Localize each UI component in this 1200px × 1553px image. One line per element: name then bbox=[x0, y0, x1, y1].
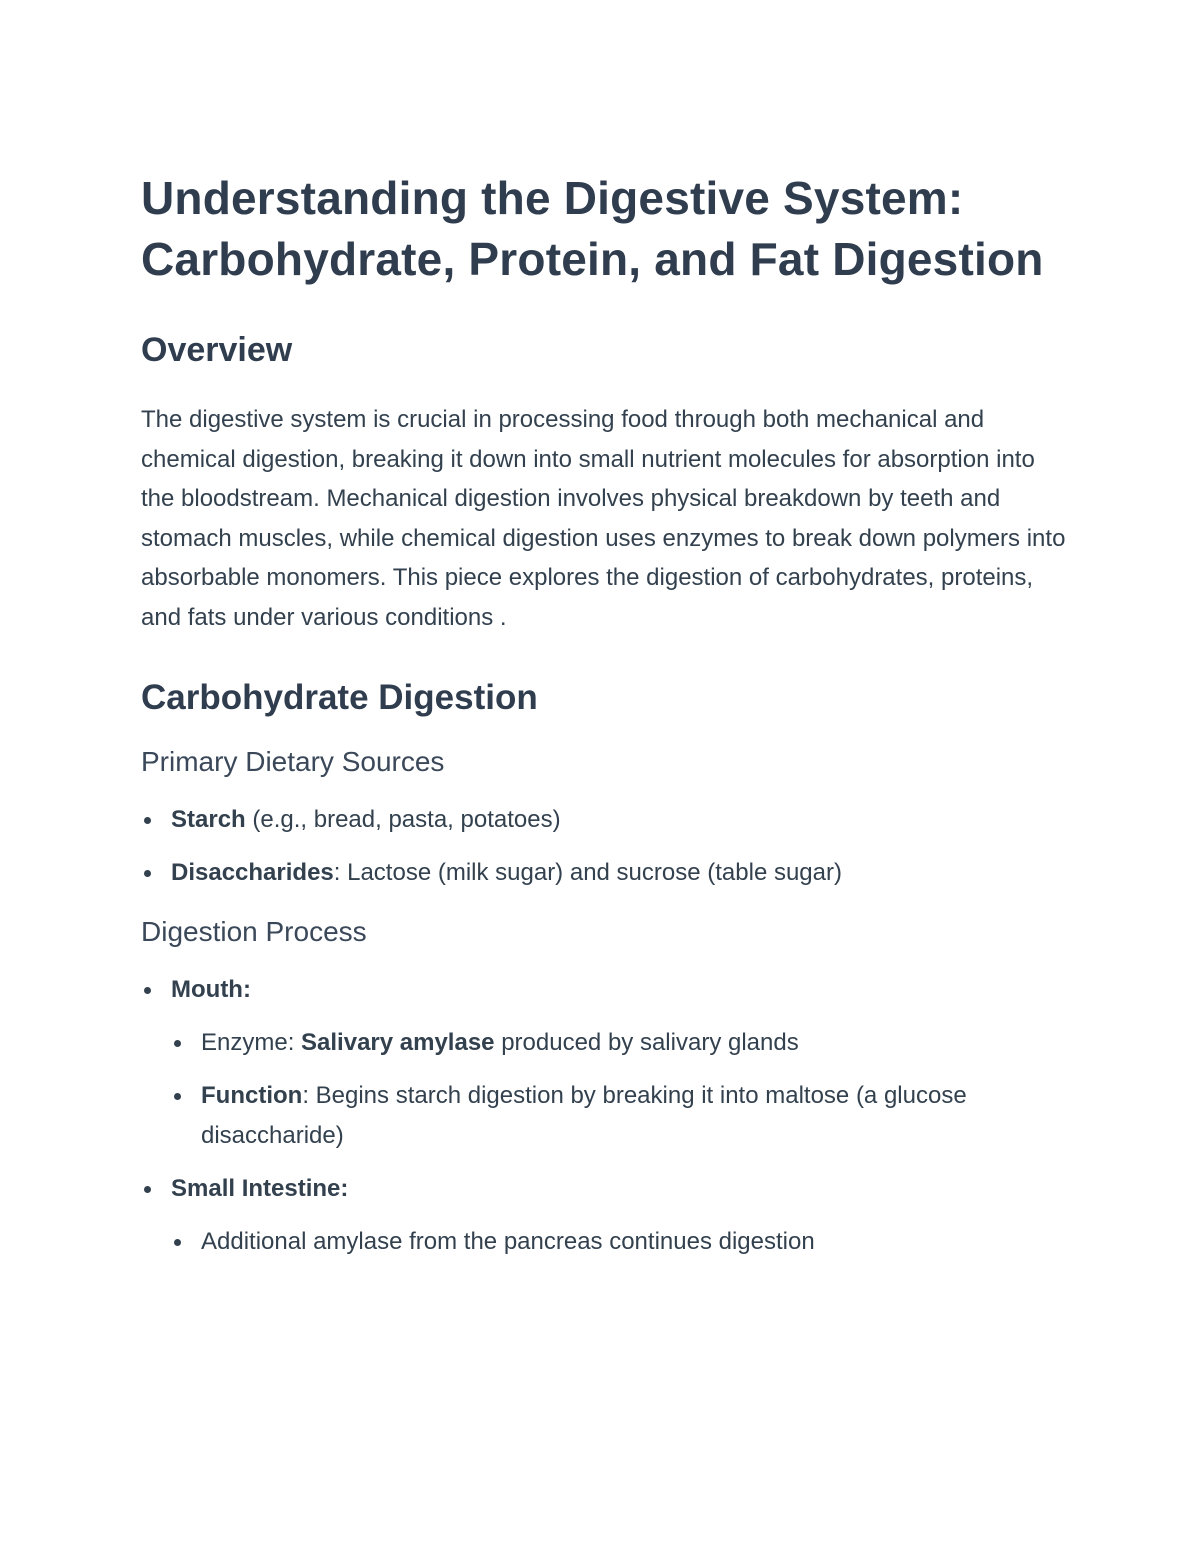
small-intestine-sublist bbox=[171, 1222, 1071, 1262]
mouth-sublist bbox=[171, 1023, 1071, 1156]
small-intestine-label: Small Intestine: bbox=[171, 1175, 349, 1202]
function-text: : Begins starch digestion by breaking it into maltose (a glucose disaccharide) bbox=[201, 1082, 967, 1149]
overview-paragraph: The digestive system is crucial in processing food through both mechanical and chemical digestion, breaking it down into small nutrient molecules for absorption into the bloodstream. Mechanical digestion involves physical breakdown by teeth and stomach muscles, while chemical digestion uses enzymes to break down polymers into absorbable monomers. This piece explores the digestion of carbohydrates, proteins, and fats under various conditions . bbox=[141, 406, 1066, 631]
document-title: Understanding the Digestive System: Carbohydrate, Protein, and Fat Digestion bbox=[141, 172, 1044, 285]
mouth-label: Mouth: bbox=[171, 976, 251, 1003]
enzyme-name: Salivary amylase bbox=[301, 1029, 495, 1056]
list-item: Additional amylase from the pancreas continues digestion bbox=[171, 1222, 1071, 1262]
dietary-sources-list bbox=[141, 800, 1071, 893]
list-item-term: Disaccharides bbox=[171, 859, 334, 886]
list-item-mouth bbox=[141, 970, 1071, 1156]
list-item bbox=[141, 853, 1071, 893]
enzyme-prefix: Enzyme: bbox=[201, 1029, 302, 1056]
enzyme-suffix: produced by salivary glands bbox=[494, 1029, 799, 1056]
list-item bbox=[141, 800, 1071, 840]
list-item-small-intestine bbox=[141, 1169, 1071, 1262]
list-item-term: Starch bbox=[171, 806, 246, 833]
list-item-text: : Lactose (milk sugar) and sucrose (table sugar) bbox=[333, 859, 842, 886]
digestion-process-list bbox=[141, 970, 1071, 1262]
list-item-text: (e.g., bread, pasta, potatoes) bbox=[245, 806, 561, 833]
overview-heading: Overview bbox=[141, 331, 293, 369]
carbohydrate-digestion-heading: Carbohydrate Digestion bbox=[141, 678, 538, 717]
list-item bbox=[171, 1023, 1071, 1063]
list-item bbox=[171, 1076, 1071, 1156]
document-page bbox=[141, 168, 1071, 1275]
digestion-process-heading: Digestion Process bbox=[141, 916, 367, 947]
primary-dietary-sources-heading: Primary Dietary Sources bbox=[141, 746, 445, 777]
function-label: Function bbox=[201, 1082, 303, 1109]
